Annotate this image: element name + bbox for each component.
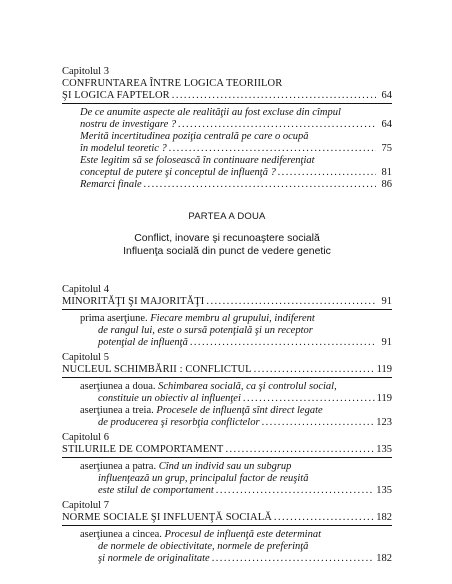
leader-dots xyxy=(243,393,375,405)
chapter-6-title-row xyxy=(62,444,392,456)
toc-entry xyxy=(62,179,392,191)
entry-line: şi normele de originalitate xyxy=(98,553,210,564)
entry-row xyxy=(80,553,392,565)
entry-page: 182 xyxy=(376,553,392,564)
part-title-line-1: Conflict, inovare şi recunoaştere socială xyxy=(134,232,320,244)
chapter-3-label: Capitolul 3 xyxy=(62,66,109,77)
chapter-6-page: 135 xyxy=(376,444,392,455)
entry-line: Procesul de influenţă este determinat xyxy=(164,529,322,540)
chapter-3-title-row xyxy=(62,90,392,102)
entry-line: de normele de obiectivitate, normele de preferinţă xyxy=(98,541,309,552)
chapter-7-label: Capitolul 7 xyxy=(62,500,109,511)
chapter-7-title: NORME SOCIALE ŞI INFLUENŢĂ SOCIALĂ xyxy=(62,512,272,523)
leader-dots xyxy=(144,179,376,191)
chapter-5-title: NUCLEUL SCHIMBĂRII : CONFLICTUL xyxy=(62,364,252,375)
toc-entry xyxy=(62,107,392,131)
entry-line: nostru de investigare ? xyxy=(80,119,177,130)
entry-line: constituie un obiectiv al influenţei xyxy=(98,393,241,404)
part-label: PARTEA A DOUA xyxy=(188,211,266,222)
leader-dots xyxy=(178,119,376,131)
entry-row xyxy=(80,179,392,191)
entry-row xyxy=(80,119,392,131)
chapter-4-rule xyxy=(62,309,392,310)
chapter-3-title-line-1: CONFRUNTAREA ÎNTRE LOGICA TEORIILOR xyxy=(62,78,283,89)
entry-line: Fiecare membru al grupului, indiferent xyxy=(150,313,315,324)
leader-dots xyxy=(190,337,376,349)
entry-row xyxy=(80,337,392,349)
entry-row xyxy=(80,393,392,405)
chapter-7-title-row xyxy=(62,512,392,524)
toc-entry xyxy=(62,131,392,155)
entry-line: Remarci finale xyxy=(80,179,142,190)
entry-line: în modelul teoretic ? xyxy=(80,143,167,154)
entry-line: este stilul de comportament xyxy=(98,485,214,496)
chapter-4-title-row xyxy=(62,296,392,308)
toc-entry xyxy=(62,405,392,429)
entry-line: influenţează un grup, principalul factor de reuşită xyxy=(98,473,309,484)
leader-dots xyxy=(262,417,375,429)
entry-line: Merită incertitudinea poziţia centrală pe care o ocupă xyxy=(80,131,309,142)
entry-row xyxy=(80,485,392,497)
chapter-3-title-line-2: ŞI LOGICA FAPTELOR xyxy=(62,90,170,101)
chapter-4-title: MINORITĂŢI ŞI MAJORITĂŢI xyxy=(62,296,205,307)
leader-dots xyxy=(206,296,376,308)
entry-row xyxy=(80,167,392,179)
chapter-6-rule xyxy=(62,457,392,458)
entry-page: 135 xyxy=(376,485,392,496)
part-title-line-2: Influenţa socială din punct de vedere genetic xyxy=(123,245,331,257)
entry-prefix: aserţiunea a doua. xyxy=(80,381,156,392)
entry-line: Schimbarea socială, ca şi controlul social, xyxy=(158,381,337,392)
toc-entry xyxy=(62,155,392,179)
entry-line: de rangul lui, este o sursă potenţială şi un receptor xyxy=(98,325,313,336)
chapter-3-page: 64 xyxy=(381,90,392,101)
leader-dots xyxy=(278,167,376,179)
entry-line: De ce anumite aspecte ale realităţii au fost excluse din cîmpul xyxy=(80,107,341,118)
chapter-5-label: Capitolul 5 xyxy=(62,352,109,363)
chapter-6-title: STILURILE DE COMPORTAMENT xyxy=(62,444,224,455)
entry-line: Este legitim să se folosească în continuare nediferenţiat xyxy=(80,155,315,166)
entry-row xyxy=(80,143,392,155)
chapter-4-label: Capitolul 4 xyxy=(62,284,109,295)
entry-page: 64 xyxy=(381,119,392,130)
entry-line: Cînd un individ sau un subgrup xyxy=(158,461,292,472)
leader-dots xyxy=(274,512,374,524)
leader-dots xyxy=(172,90,376,102)
entry-page: 81 xyxy=(381,167,392,178)
entry-page: 119 xyxy=(376,393,392,404)
entry-page: 91 xyxy=(381,337,392,348)
toc-entry xyxy=(62,313,392,349)
entry-line: Procesele de influenţă sînt direct legate xyxy=(156,405,323,416)
toc-entry xyxy=(62,381,392,405)
entry-line: potenţial de influenţă xyxy=(98,337,188,348)
chapter-5-rule xyxy=(62,377,392,378)
chapter-7-page: 182 xyxy=(376,512,392,523)
chapter-5-page: 119 xyxy=(376,364,392,375)
chapter-7-rule xyxy=(62,525,392,526)
chapter-4-page: 91 xyxy=(381,296,392,307)
entry-prefix: aserţiunea a patra. xyxy=(80,461,157,472)
toc-entry xyxy=(62,461,392,497)
chapter-6-label: Capitolul 6 xyxy=(62,432,109,443)
entry-page: 75 xyxy=(381,143,392,154)
toc-entry xyxy=(62,529,392,565)
leader-dots xyxy=(216,485,374,497)
entry-page: 86 xyxy=(381,179,392,190)
entry-prefix: aserţiunea a cincea. xyxy=(80,529,162,540)
leader-dots xyxy=(212,553,375,565)
entry-line: conceptul de putere şi conceptul de influenţă ? xyxy=(80,167,276,178)
leader-dots xyxy=(169,143,376,155)
leader-dots xyxy=(254,364,375,376)
leader-dots xyxy=(225,444,374,456)
part-title xyxy=(62,232,392,258)
entry-prefix: aserţiunea a treia. xyxy=(80,405,154,416)
chapter-3-rule xyxy=(62,103,392,104)
entry-prefix: prima aserţiune. xyxy=(80,313,148,324)
table-of-contents xyxy=(62,66,392,565)
chapter-5-title-row xyxy=(62,364,392,376)
entry-row xyxy=(80,417,392,429)
entry-page: 123 xyxy=(376,417,392,428)
entry-line: de producerea şi resorbţia conflictelor xyxy=(98,417,260,428)
